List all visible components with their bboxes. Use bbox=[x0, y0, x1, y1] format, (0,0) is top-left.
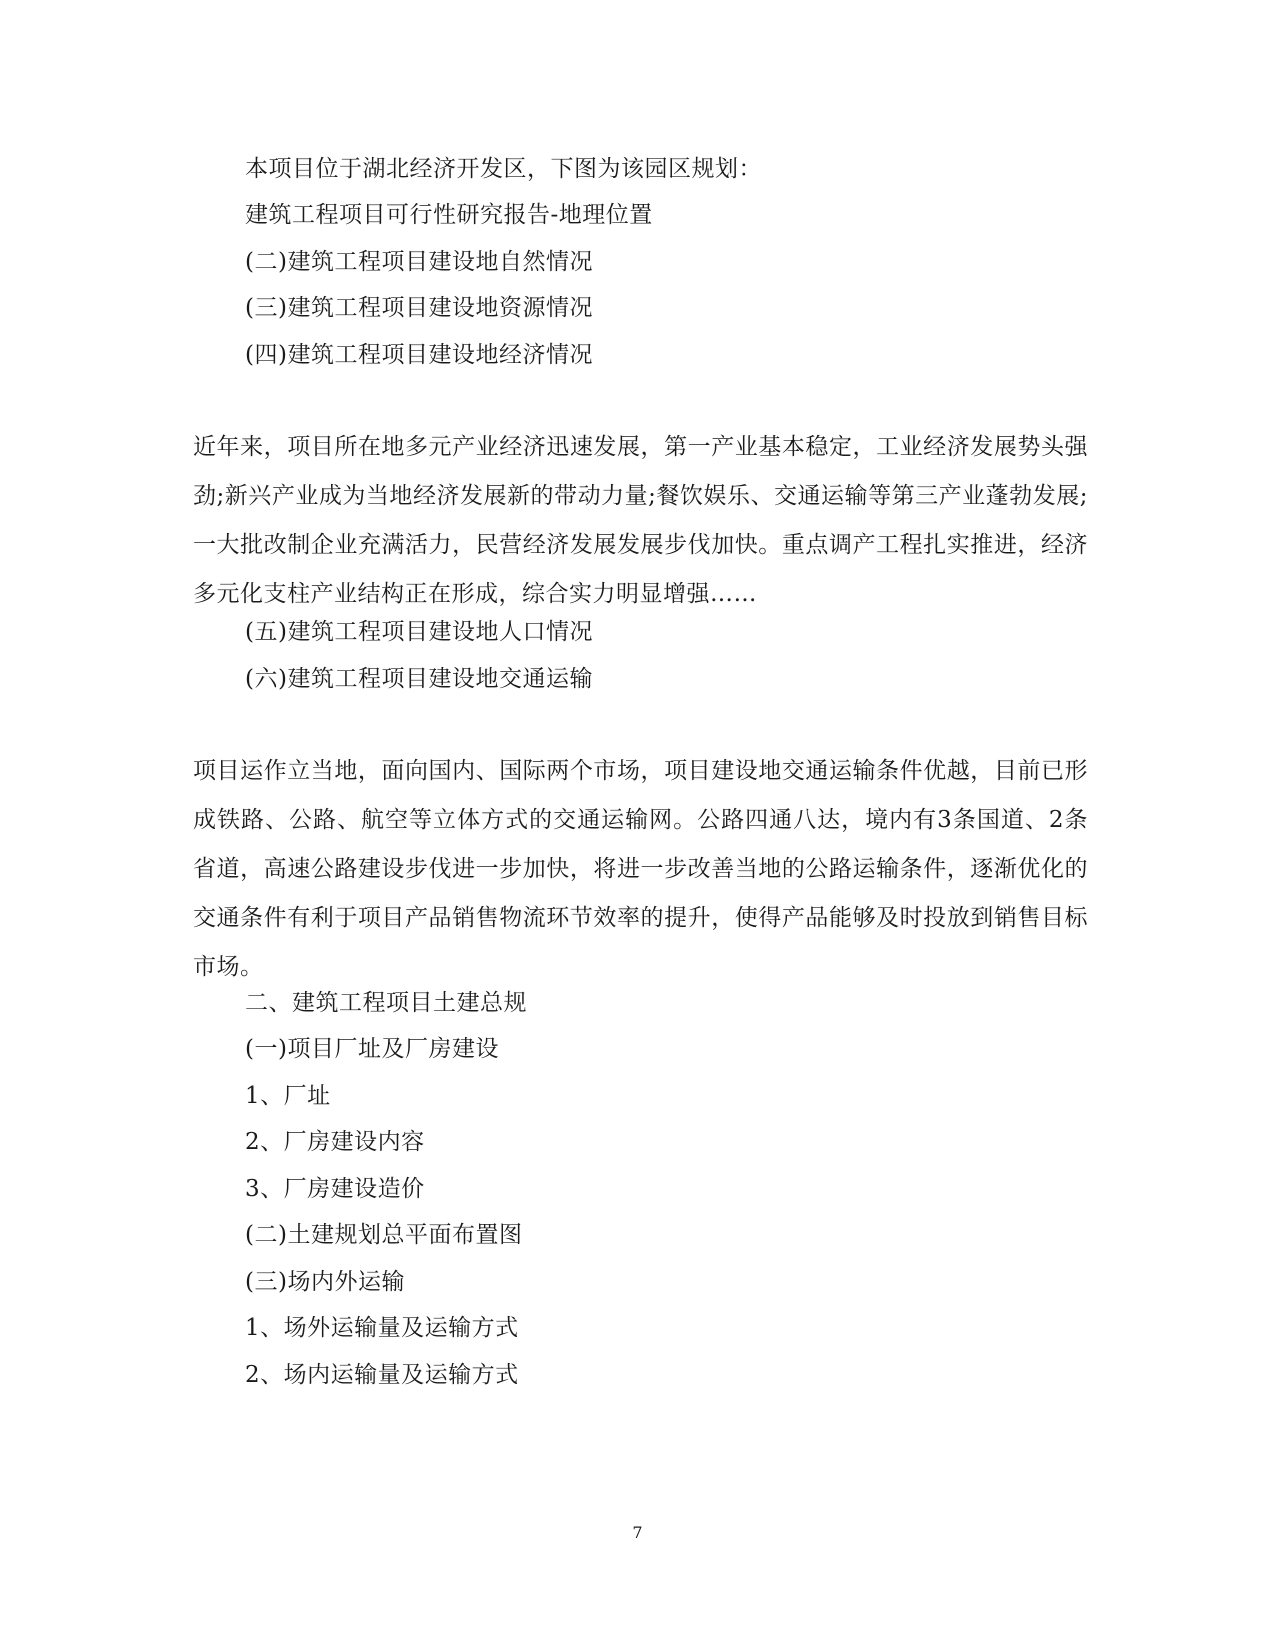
section-heading: (五)建筑工程项目建设地人口情况 bbox=[245, 619, 593, 645]
section-heading: (三)场内外运输 bbox=[245, 1269, 405, 1295]
section-heading: (四)建筑工程项目建设地经济情况 bbox=[245, 342, 593, 368]
list-item: 1、场外运输量及运输方式 bbox=[245, 1315, 519, 1341]
list-item: 2、厂房建设内容 bbox=[245, 1129, 425, 1155]
paragraph-economy: 近年来，项目所在地多元产业经济迅速发展，第一产业基本稳定，工业经济发展势头强劲;新兴产业成为当地经济发展新的带动力量;餐饮娱乐、交通运输等第三产业蓬勃发展;一大批改制企业充满活力，民营经济发展发展步伐加快。重点调产工程扎实推进，经济多元化支柱产业结构正在形成，综合实力明显增强…… bbox=[193, 434, 1088, 607]
section-heading: (一)项目厂址及厂房建设 bbox=[245, 1036, 499, 1062]
page-number: 7 bbox=[632, 1523, 643, 1542]
list-item: 2、场内运输量及运输方式 bbox=[245, 1362, 519, 1388]
list-item: 3、厂房建设造价 bbox=[245, 1176, 425, 1202]
list-item: 1、厂址 bbox=[245, 1083, 331, 1109]
text-line: 建筑工程项目可行性研究报告-地理位置 bbox=[245, 202, 653, 228]
section-heading: (六)建筑工程项目建设地交通运输 bbox=[245, 666, 593, 692]
paragraph-transport: 项目运作立当地，面向国内、国际两个市场，项目建设地交通运输条件优越，目前已形成铁路、公路、航空等立体方式的交通运输网。公路四通八达，境内有3条国道、2条省道，高速公路建设步伐进一步加快，将进一步改善当地的公路运输条件，逐渐优化的交通条件有利于项目产品销售物流环节效率的提升，使得产品能够及时投放到销售目标市场。 bbox=[193, 758, 1088, 980]
text-line: 本项目位于湖北经济开发区，下图为该园区规划： bbox=[245, 156, 762, 182]
section-heading: (二)土建规划总平面布置图 bbox=[245, 1222, 523, 1248]
section-heading: (三)建筑工程项目建设地资源情况 bbox=[245, 295, 593, 321]
section-heading: (二)建筑工程项目建设地自然情况 bbox=[245, 249, 593, 275]
section-heading: 二、建筑工程项目土建总规 bbox=[245, 990, 527, 1016]
